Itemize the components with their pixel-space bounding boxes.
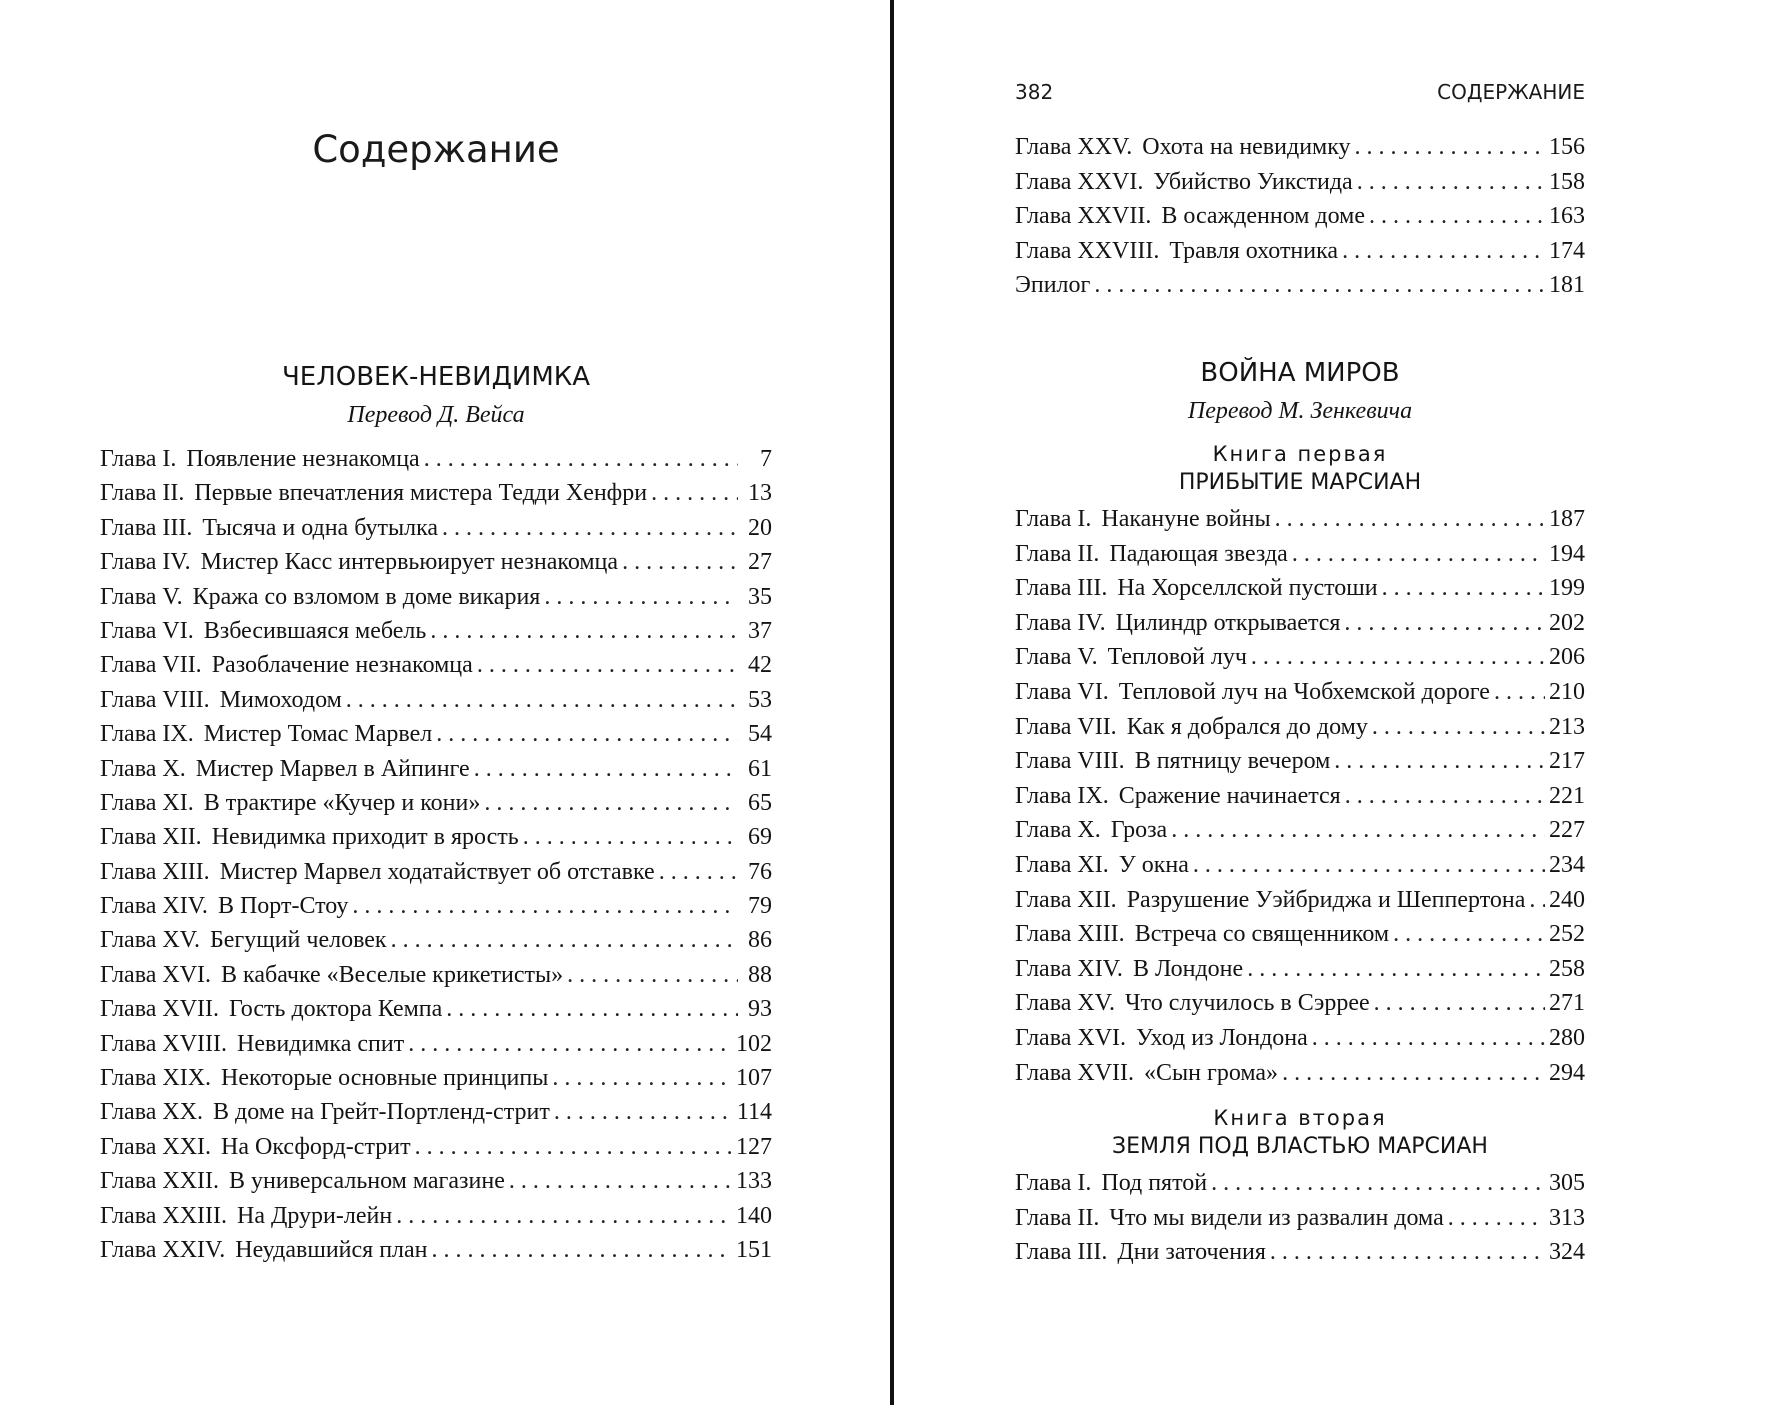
chapter-number: Глава XXVIII.: [1015, 237, 1160, 264]
chapter-number: Глава XVII.: [100, 996, 220, 1023]
chapter-number: Глава XVI.: [1015, 1024, 1127, 1051]
dot-leader: [1334, 748, 1545, 775]
chapter-title: Первые впечатления мистера Тедди Хенфри: [194, 480, 648, 507]
toc-entry: [1015, 644, 1585, 679]
page-number: 234: [1549, 851, 1585, 878]
chapter-title: Дни заточения: [1117, 1239, 1266, 1266]
toc-entry: [100, 1031, 772, 1065]
page-number: 156: [1549, 134, 1585, 160]
dot-leader: [1372, 714, 1545, 741]
dot-leader: [424, 446, 738, 473]
chapter-title: Неудавшийся план: [235, 1236, 428, 1263]
chapter-title: Разрушение Уэйбриджа и Шеппертона: [1126, 886, 1526, 913]
chapter-title: Мистер Марвел в Айпинге: [195, 755, 470, 782]
translator-credit: Перевод М. Зенкевича: [1187, 398, 1413, 424]
chapter-title: Тысяча и одна бутылка: [202, 514, 439, 541]
chapter-number: Глава VIII.: [1015, 748, 1125, 775]
page-number: 240: [1549, 886, 1585, 913]
chapter-title: Что случилось в Сэррее: [1124, 990, 1370, 1017]
chapter-title: Мистер Касс интервьюирует незнакомца: [200, 549, 619, 576]
toc-entry: [1015, 887, 1585, 922]
toc-entry: [100, 962, 772, 996]
dot-leader: [1193, 852, 1545, 879]
dot-leader: [1342, 238, 1545, 265]
chapter-number: Глава II.: [1015, 540, 1100, 567]
dot-leader: [1448, 1205, 1545, 1232]
page-number: 280: [1549, 1024, 1585, 1051]
chapter-number: Глава VII.: [1015, 713, 1117, 740]
chapter-number: Глава XXI.: [100, 1133, 212, 1160]
toc-entry: [100, 618, 772, 652]
chapter-number: Глава I.: [100, 446, 177, 472]
dot-leader: [1094, 272, 1545, 299]
chapter-title: В доме на Грейт-Портленд-стрит: [213, 1099, 550, 1126]
chapter-number: Глава XXV.: [1015, 134, 1133, 160]
page-number: 199: [1549, 575, 1585, 602]
chapter-number: Глава X.: [1015, 817, 1101, 844]
chapter-number: Эпилог: [1015, 272, 1091, 299]
page-number: 194: [1549, 540, 1585, 567]
chapter-number: Глава I.: [1015, 1170, 1092, 1196]
dot-leader: [446, 996, 738, 1023]
chapter-number: Глава XIX.: [100, 1065, 212, 1092]
page-title: Содержание: [312, 128, 560, 171]
toc-entry: [1015, 714, 1585, 749]
chapter-title: Гость доктора Кемпа: [229, 996, 443, 1023]
chapter-title: Убийство Уикстида: [1153, 168, 1353, 195]
page-number: 174: [1549, 237, 1585, 264]
dot-leader: [552, 1065, 732, 1092]
chapter-title: В пятницу вечером: [1134, 748, 1331, 775]
chapter-number: Глава IV.: [1015, 609, 1106, 636]
page-number: 65: [748, 789, 772, 816]
page-number: 382: [1015, 80, 1054, 104]
chapter-title: Невидимка приходит в ярость: [211, 824, 519, 851]
chapter-number: Глава XIII.: [100, 858, 210, 885]
chapter-number: Глава XXII.: [100, 1168, 220, 1195]
dot-leader: [436, 721, 738, 748]
page-number: 35: [748, 583, 772, 610]
chapter-number: Глава XX.: [100, 1099, 204, 1126]
chapter-number: Глава III.: [1015, 575, 1108, 602]
chapter-title: Гроза: [1110, 817, 1168, 844]
chapter-number: Глава XII.: [100, 824, 202, 851]
page-number: 54: [748, 721, 772, 748]
dot-leader: [1282, 1060, 1545, 1087]
chapter-number: Глава VI.: [1015, 678, 1109, 705]
toc-entry: [1015, 134, 1585, 169]
chapter-title: Уход из Лондона: [1136, 1024, 1308, 1051]
dot-leader: [1270, 1239, 1545, 1266]
right-page: [900, 0, 1788, 1405]
toc-entry: [100, 996, 772, 1030]
toc-entry: [1015, 169, 1585, 204]
toc-entry: [1015, 610, 1585, 645]
page-number: 107: [736, 1065, 772, 1092]
book-one-label: Книга первая: [1212, 442, 1388, 466]
chapter-title: На Друри-лейн: [237, 1202, 393, 1229]
chapter-number: Глава II.: [1015, 1204, 1100, 1231]
toc-entry: [100, 859, 772, 893]
toc-list-book-one: [1015, 506, 1585, 1094]
dot-leader: [408, 1031, 732, 1058]
toc-entry: [1015, 1025, 1585, 1060]
toc-entry: [100, 446, 772, 480]
dot-leader: [396, 1203, 732, 1230]
dot-leader: [346, 687, 738, 714]
chapter-title: У окна: [1118, 851, 1189, 878]
chapter-title: В осажденном доме: [1161, 203, 1366, 230]
toc-entry: [100, 1065, 772, 1099]
dot-leader: [1355, 134, 1545, 161]
dot-leader: [659, 859, 738, 886]
dot-leader: [415, 1134, 732, 1161]
toc-entry: [1015, 921, 1585, 956]
page-number: 102: [736, 1030, 772, 1057]
page-number: 227: [1549, 817, 1585, 844]
page-number: 7: [760, 446, 772, 472]
toc-entry: [1015, 990, 1585, 1025]
chapter-title: Мистер Марвел ходатайствует об отставке: [219, 858, 655, 885]
dot-leader: [1494, 679, 1545, 706]
toc-entry: [1015, 852, 1585, 887]
page-number: 42: [748, 652, 772, 679]
page-number: 213: [1549, 713, 1585, 740]
dot-leader: [1357, 169, 1545, 196]
toc-entry: [100, 824, 772, 858]
chapter-number: Глава XI.: [100, 789, 194, 816]
chapter-number: Глава VI.: [100, 617, 194, 644]
toc-entry: [100, 893, 772, 927]
toc-entry: [100, 1134, 772, 1168]
chapter-title: Мистер Томас Марвел: [203, 721, 433, 748]
chapter-title: Сражение начинается: [1118, 782, 1341, 809]
dot-leader: [1382, 575, 1545, 602]
book-one-name: ПРИБЫТИЕ МАРСИАН: [1178, 470, 1422, 495]
chapter-number: Глава XIII.: [1015, 921, 1125, 948]
dot-leader: [352, 893, 738, 920]
page-number: 271: [1549, 990, 1585, 1017]
page-number: 76: [748, 858, 772, 885]
page-number: 61: [748, 755, 772, 782]
chapter-title: В трактире «Кучер и кони»: [203, 789, 481, 816]
chapter-number: Глава VIII.: [100, 686, 210, 713]
page-number: 93: [748, 996, 772, 1023]
chapter-number: Глава II.: [100, 480, 185, 507]
toc-list-book-two: [1015, 1170, 1585, 1274]
page-number: 79: [748, 893, 772, 920]
toc-entry: [100, 1099, 772, 1133]
chapter-number: Глава XV.: [100, 927, 200, 954]
chapter-title: Разоблачение незнакомца: [211, 652, 473, 679]
chapter-title: Кража со взломом в доме викария: [192, 583, 541, 610]
section-title-invisible-man: ЧЕЛОВЕК-НЕВИДИМКА: [281, 362, 591, 392]
dot-leader: [567, 962, 738, 989]
dot-leader: [1292, 541, 1545, 568]
page-number: 305: [1549, 1170, 1585, 1196]
dot-leader: [391, 927, 738, 954]
page-number: 258: [1549, 955, 1585, 982]
book-two-name: ЗЕМЛЯ ПОД ВЛАСТЬЮ МАРСИАН: [1112, 1134, 1488, 1159]
toc-entry: [100, 687, 772, 721]
chapter-title: Тепловой луч: [1107, 644, 1247, 671]
toc-entry: [1015, 541, 1585, 576]
toc-entry: [1015, 203, 1585, 238]
toc-entry: [1015, 506, 1585, 541]
dot-leader: [1344, 610, 1545, 637]
page-number: 37: [748, 617, 772, 644]
chapter-number: Глава I.: [1015, 506, 1092, 532]
chapter-title: Охота на невидимку: [1142, 134, 1351, 160]
toc-entry: [1015, 748, 1585, 783]
toc-entry: [1015, 1205, 1585, 1240]
dot-leader: [523, 824, 738, 851]
page-number: 127: [736, 1133, 772, 1160]
chapter-number: Глава XVI.: [100, 961, 212, 988]
chapter-number: Глава XXVII.: [1015, 203, 1152, 230]
chapter-title: Тепловой луч на Чобхемской дороге: [1118, 678, 1490, 705]
toc-entry: [100, 1168, 772, 1202]
chapter-number: Глава IX.: [100, 721, 194, 748]
toc-entry: [1015, 679, 1585, 714]
left-page: [0, 0, 892, 1405]
toc-entry: [100, 927, 772, 961]
toc-entry: [1015, 817, 1585, 852]
toc-entry: [1015, 956, 1585, 991]
chapter-number: Глава XIV.: [100, 893, 208, 920]
dot-leader: [622, 549, 738, 576]
dot-leader: [544, 584, 738, 611]
page-number: 181: [1549, 272, 1585, 299]
book-spine-divider: [890, 0, 894, 1405]
toc-entry: [1015, 1060, 1585, 1095]
running-head: [1015, 80, 1585, 104]
toc-entry: [100, 1237, 772, 1271]
page-number: 217: [1549, 748, 1585, 775]
toc-entry: [1015, 272, 1585, 307]
chapter-number: Глава XVII.: [1015, 1059, 1135, 1086]
toc-entry: [100, 1203, 772, 1237]
chapter-title: Под пятой: [1101, 1170, 1208, 1196]
chapter-number: Глава V.: [100, 583, 183, 610]
toc-entry: [1015, 238, 1585, 273]
chapter-title: Как я добрался до дому: [1126, 713, 1368, 740]
page-number: 114: [736, 1099, 772, 1126]
dot-leader: [1275, 506, 1545, 533]
page-number: 27: [748, 549, 772, 576]
dot-leader: [477, 652, 738, 679]
page-number: 313: [1549, 1204, 1585, 1231]
chapter-number: Глава VII.: [100, 652, 202, 679]
page-number: 86: [748, 927, 772, 954]
section-title-war-of-the-worlds: ВОЙНА МИРОВ: [1200, 358, 1400, 388]
dot-leader: [554, 1099, 733, 1126]
dot-leader: [1393, 921, 1545, 948]
chapter-number: Глава IX.: [1015, 782, 1109, 809]
page-number: 187: [1549, 506, 1585, 532]
dot-leader: [1345, 783, 1545, 810]
chapter-title: Что мы видели из развалин дома: [1109, 1204, 1444, 1231]
chapter-title: На Хорселлской пустоши: [1117, 575, 1378, 602]
running-head-title: СОДЕРЖАНИЕ: [1437, 80, 1585, 104]
toc-entry: [1015, 1170, 1585, 1205]
toc-entry: [100, 584, 772, 618]
page-number: 20: [748, 514, 772, 541]
chapter-number: Глава XI.: [1015, 851, 1109, 878]
chapter-number: Глава XIV.: [1015, 955, 1123, 982]
chapter-number: Глава XVIII.: [100, 1030, 228, 1057]
chapter-number: Глава III.: [100, 514, 193, 541]
dot-leader: [1211, 1170, 1545, 1197]
dot-leader: [1369, 203, 1545, 230]
toc-list-continued: [1015, 134, 1585, 307]
chapter-number: Глава XXVI.: [1015, 168, 1144, 195]
chapter-number: Глава XXIII.: [100, 1202, 228, 1229]
chapter-number: Глава III.: [1015, 1239, 1108, 1266]
book-two-label: Книга вторая: [1213, 1106, 1387, 1130]
dot-leader: [1247, 956, 1545, 983]
chapter-title: Цилиндр открывается: [1115, 609, 1341, 636]
page-number: 88: [748, 961, 772, 988]
toc-entry: [100, 652, 772, 686]
page-number: 133: [736, 1168, 772, 1195]
dot-leader: [1312, 1025, 1545, 1052]
chapter-number: Глава XV.: [1015, 990, 1115, 1017]
chapter-title: Невидимка спит: [237, 1030, 405, 1057]
chapter-title: В Лондоне: [1132, 955, 1244, 982]
dot-leader: [1171, 817, 1545, 844]
toc-entry: [100, 756, 772, 790]
chapter-title: «Сын грома»: [1144, 1059, 1279, 1086]
dot-leader: [1529, 887, 1545, 914]
toc-entry: [100, 721, 772, 755]
chapter-number: Глава V.: [1015, 644, 1098, 671]
dot-leader: [442, 515, 738, 542]
dot-leader: [509, 1168, 732, 1195]
page-number: 13: [748, 480, 772, 507]
chapter-title: На Оксфорд-стрит: [221, 1133, 411, 1160]
chapter-title: В кабачке «Веселые крикетисты»: [221, 961, 564, 988]
page-number: 151: [736, 1236, 772, 1263]
chapter-number: Глава IV.: [100, 549, 191, 576]
dot-leader: [474, 756, 738, 783]
dot-leader: [432, 1237, 732, 1264]
chapter-title: В Порт-Стоу: [217, 893, 349, 920]
page-number: 202: [1549, 609, 1585, 636]
chapter-title: Травля охотника: [1169, 237, 1339, 264]
chapter-title: В универсальном магазине: [229, 1168, 505, 1195]
dot-leader: [484, 790, 738, 817]
toc-entry: [1015, 1239, 1585, 1274]
toc-entry: [1015, 783, 1585, 818]
chapter-number: Глава XII.: [1015, 886, 1117, 913]
toc-list-invisible-man: [100, 446, 772, 1271]
page-number: 69: [748, 824, 772, 851]
dot-leader: [430, 618, 738, 645]
page-number: 221: [1549, 782, 1585, 809]
toc-entry: [100, 790, 772, 824]
chapter-title: Взбесившаяся мебель: [203, 617, 427, 644]
chapter-title: Появление незнакомца: [186, 446, 420, 472]
toc-entry: [100, 549, 772, 583]
dot-leader: [1374, 990, 1545, 1017]
toc-entry: [100, 480, 772, 514]
page-number: 53: [748, 686, 772, 713]
chapter-title: Встреча со священником: [1134, 921, 1390, 948]
chapter-title: Некоторые основные принципы: [221, 1065, 549, 1092]
dot-leader: [651, 480, 738, 507]
page-number: 206: [1549, 644, 1585, 671]
translator-credit: Перевод Д. Вейса: [347, 402, 525, 428]
page-number: 210: [1549, 678, 1585, 705]
toc-entry: [100, 515, 772, 549]
chapter-title: Накануне войны: [1101, 506, 1271, 532]
toc-entry: [1015, 575, 1585, 610]
chapter-number: Глава X.: [100, 755, 186, 782]
chapter-title: Бегущий человек: [209, 927, 387, 954]
page-number: 252: [1549, 921, 1585, 948]
chapter-title: Мимоходом: [219, 686, 342, 713]
page-number: 140: [736, 1202, 772, 1229]
page-number: 324: [1549, 1239, 1585, 1266]
page-number: 163: [1549, 203, 1585, 230]
page-number: 158: [1549, 168, 1585, 195]
chapter-title: Падающая звезда: [1109, 540, 1288, 567]
page-number: 294: [1549, 1059, 1585, 1086]
chapter-number: Глава XXIV.: [100, 1236, 226, 1263]
dot-leader: [1251, 644, 1545, 671]
